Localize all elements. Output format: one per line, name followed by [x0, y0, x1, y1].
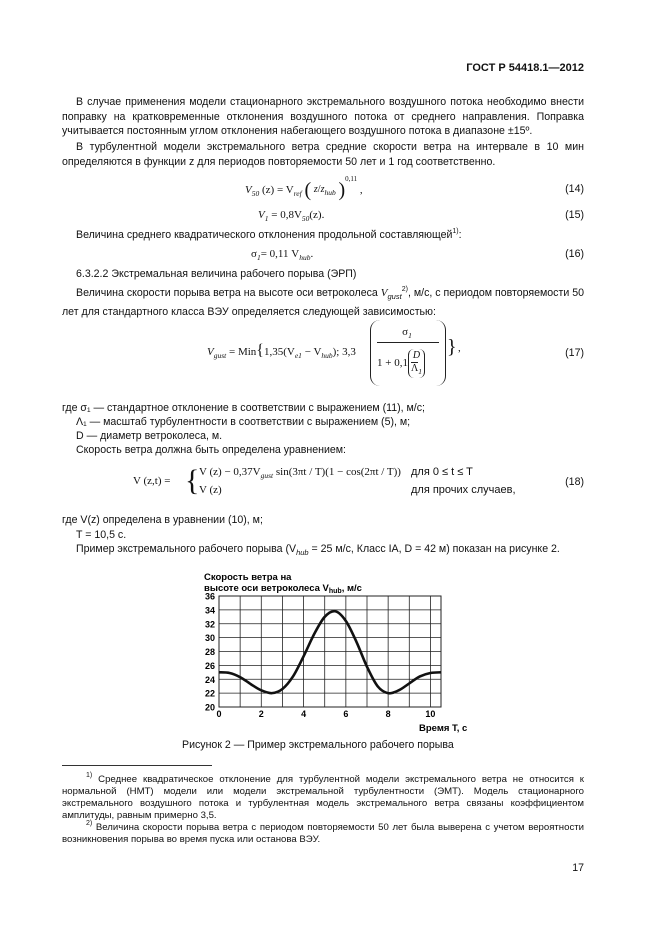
paragraph-turbulent-model: В турбулентной модели экстремального ветра средние скорости ветра на интервале в 10 мин определяются в функции z для периодов повторяемости 50 лет и 1 год соответственно.	[62, 141, 584, 168]
example-text: Пример экстремального рабочего порыва ($V_{hub} = 25$ м/с, Класс IA, D = 42 м) показан на рисунке 2.	[76, 543, 560, 557]
equation-17-number: (17)	[565, 347, 584, 359]
footnote-2: $^{2)}$ Величина скорости порыва ветра с периодом повторяемости 50 лет была выверена с учетом вероятности возникновения порыва во время пуска или останова ВЭУ.	[62, 820, 584, 845]
where-sigma: где σ₁ — стандартное отклонение в соответствии с выражением (11), м/с;	[62, 402, 425, 414]
where-diameter: D — диаметр ветроколеса, м.	[76, 430, 223, 442]
where-vz: где V(z) определена в уравнении (10), м;	[62, 514, 263, 526]
equation-15-number: (15)	[565, 209, 584, 221]
page-number: 17	[572, 862, 584, 874]
figure-caption: Рисунок 2 — Пример экстремального рабочего порыва	[182, 739, 454, 751]
equation-18: V (z,t) = { V $(z) - 0,37V_{gust}$ sin(3πt / T)(1 − cos(2πt / T)) V (z) для 0 ≤ t ≤ T для прочих случаев,	[133, 464, 516, 497]
y-tick-label: 28	[204, 647, 215, 657]
chart-title-line1: Скорость ветра на	[204, 572, 292, 583]
equation-14-number: (14)	[565, 183, 584, 195]
y-tick-label: 36	[204, 591, 215, 602]
y-tick-label: 32	[204, 619, 215, 630]
y-tick-label: 30	[204, 633, 215, 644]
document-id: ГОСТ Р 54418.1—2012	[466, 62, 584, 74]
paragraph-deviation: В случае применения модели стационарного экстремального воздушного потока необходимо внести поправку на кратковременные отклонения воздушного потока от среднего направления. Поправка учитывается постоянным углом отклонения набегающего воздушного потока в диапазоне ±15º.	[62, 96, 584, 138]
x-axis-label: Время T, с	[419, 723, 468, 734]
equation-16: $\sigma_1= 0,11$ $V_{hub}$.	[251, 248, 314, 262]
equation-15: $V_1 = 0,8V_{50}(z)$.	[258, 209, 325, 223]
x-tick-label: 2	[258, 709, 264, 719]
equation-16-number: (16)	[565, 248, 584, 260]
equation-14: $V_{50}$ $(z) = V_{ref}$ ( $z/z_{hub}$ )$^{0,11}$ ,	[245, 175, 363, 201]
y-tick-label: 22	[204, 688, 215, 699]
paragraph-wind-speed: Скорость ветра должна быть определена уравнением:	[76, 444, 346, 456]
paragraph-std-deviation: Величина среднего квадратического отклонения продольной составляющей$^{1)}$:	[76, 228, 462, 241]
y-tick-label: 26	[204, 660, 215, 671]
gust-chart	[0, 566, 661, 746]
paragraph-gust: Величина скорости порыва ветра на высоте оси ветроколеса $V_{gust}^{2)}$, м/с, с периодом повторяемости 50 лет для стандартного класса ВЭУ определяется следующей зависимостью:	[62, 286, 584, 318]
x-tick-label: 10	[425, 709, 436, 719]
where-lambda: Λ₁ — масштаб турбулентности в соответствии с выражением (5), м;	[76, 416, 411, 428]
footnote-1: $^{1)}$ Среднее квадратическое отклонение для турбулентной модели экстремального ветра не относится к нормальной (НМТ) модели или модели экстремальной турбулентности (ЭМТ). Модель стационарного экстремального воздушного потока и турбулентная модель экстремального ветра связаны коэффициентом амплитуды, равным примерно 3,5.	[62, 772, 585, 821]
y-tick-label: 24	[204, 674, 215, 685]
x-tick-label: 0	[216, 709, 222, 719]
y-tick-label: 20	[204, 702, 215, 713]
footnote-divider	[62, 765, 212, 766]
equation-18-number: (18)	[565, 476, 584, 488]
x-tick-label: 8	[385, 709, 391, 719]
x-tick-label: 6	[343, 709, 349, 719]
section-heading: 6.3.2.2 Экстремальная величина рабочего порыва (ЭРП)	[76, 268, 357, 280]
y-tick-label: 34	[204, 605, 215, 616]
chart-title-line2: высоте оси ветроколеса $V_{hub}$, м/с	[204, 583, 362, 595]
x-tick-label: 4	[301, 709, 307, 719]
t-value: T = 10,5 с.	[76, 529, 127, 541]
